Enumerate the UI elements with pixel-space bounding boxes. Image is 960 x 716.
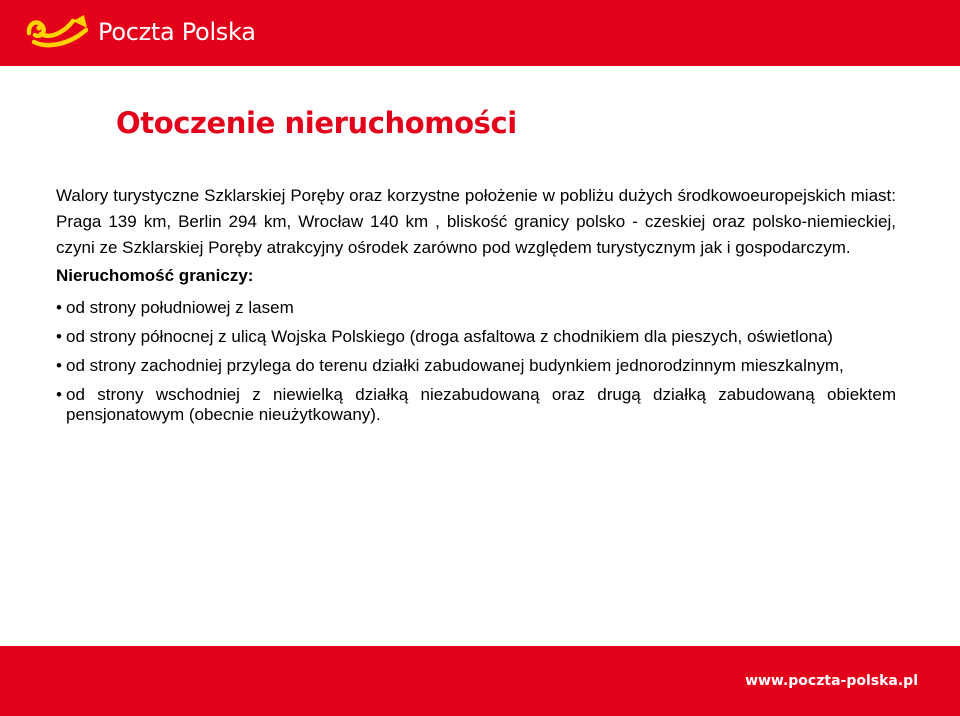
slide-title: Otoczenie nieruchomości — [116, 106, 517, 140]
footer-bar — [0, 646, 960, 716]
boundaries-list — [56, 298, 896, 425]
slide-body — [56, 183, 896, 425]
post-horn-icon — [26, 13, 92, 51]
list-item-east: • od strony wschodniej z niewielką działką niezabudowaną oraz drugą działką zabudowaną obiektem pensjonatowym (obecnie nieużytkowany). — [56, 385, 896, 425]
list-item-north: • od strony północnej z ulicą Wojska Polskiego (droga asfaltowa z chodnikiem dla pieszych, oświetlona) — [56, 327, 896, 347]
intro-paragraph: Walory turystyczne Szklarskiej Poręby oraz korzystne położenie w pobliżu dużych środkowoeuropejskich miast: Praga 139 km, Berlin 294 km, Wrocław 140 km , bliskość granicy polsko - czeskiej oraz polsko-niemieckiej, czyni ze Szklarskiej Poręby atrakcyjny ośrodek zarówno pod względem turystycznym jak i gospodarczym. — [56, 186, 896, 257]
list-item-west: • od strony zachodniej przylega do terenu działki zabudowanej budynkiem jednorodzinnym mieszkalnym, — [56, 356, 896, 376]
boundaries-heading: Nieruchomość graniczy: — [56, 266, 254, 285]
list-item-south: • od strony południowej z lasem — [56, 298, 896, 318]
footer-website-link[interactable]: www.poczta-polska.pl — [745, 673, 918, 689]
header-bar — [0, 0, 960, 66]
brand-logo[interactable] — [26, 13, 256, 51]
brand-name: Poczta Polska — [98, 18, 256, 46]
